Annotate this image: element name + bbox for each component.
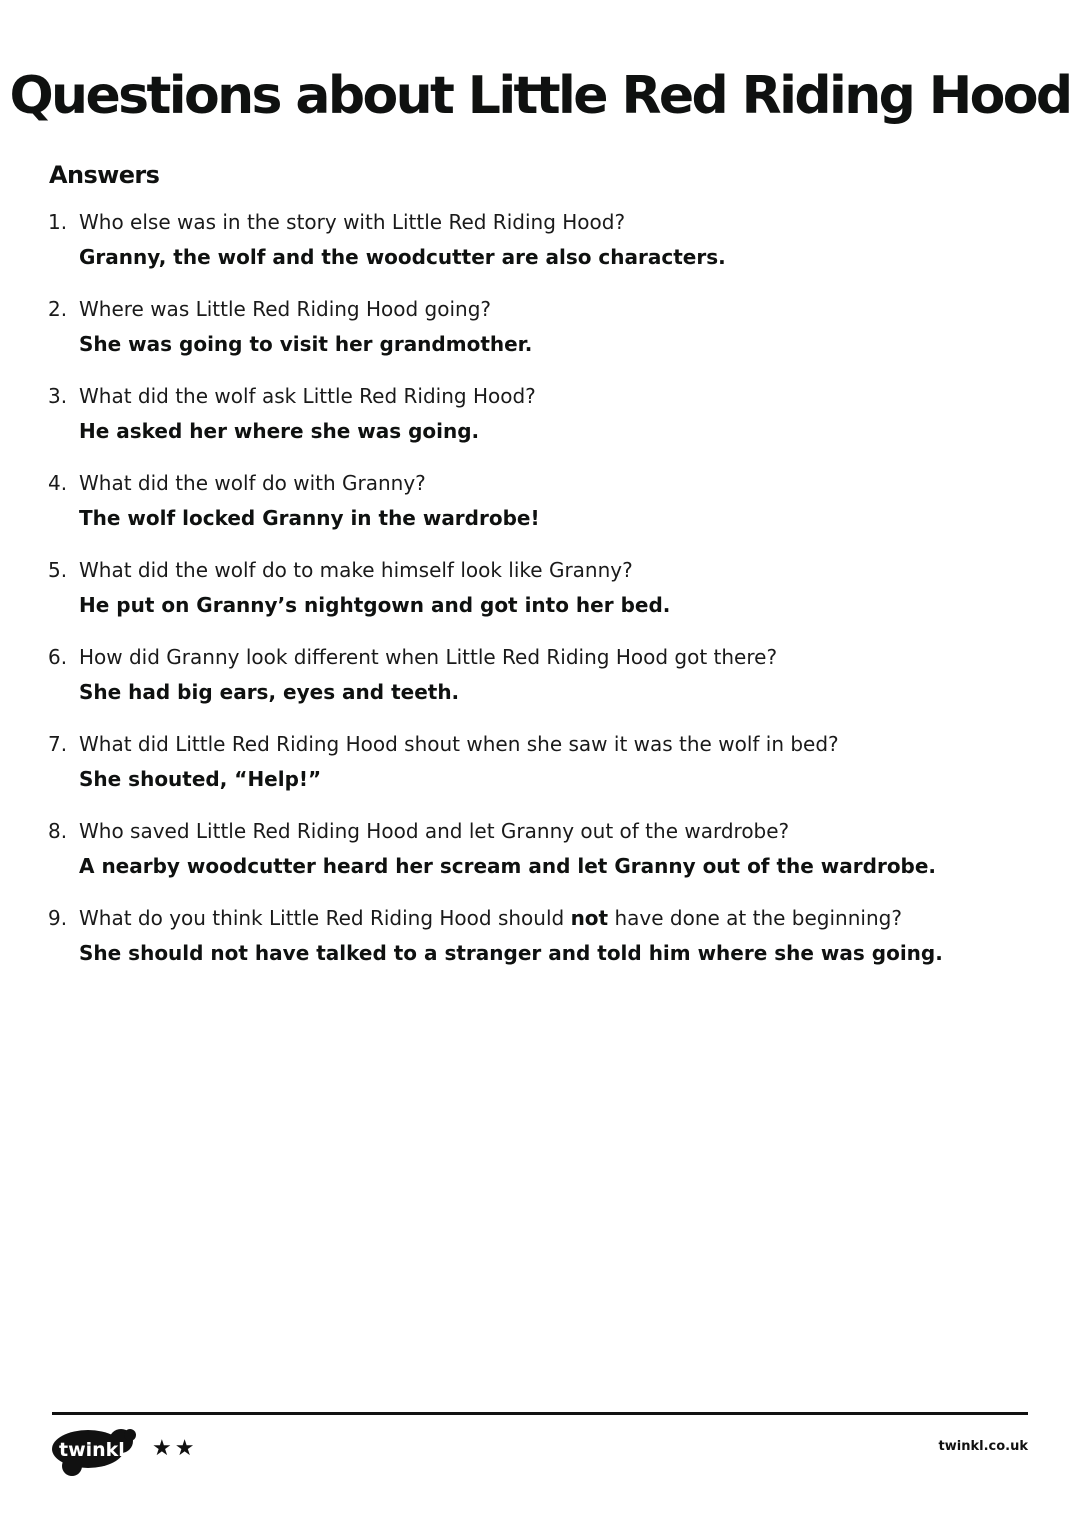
list-item [48, 727, 1048, 814]
question-text: What did the wolf do with Granny? [79, 471, 426, 495]
question-text: Where was Little Red Riding Hood going? [79, 297, 492, 321]
list-item [48, 205, 1048, 292]
question-number: 5. [48, 558, 68, 582]
list-item [48, 466, 1048, 553]
question-number: 4. [48, 471, 68, 495]
question-text: Who saved Little Red Riding Hood and let Granny out of the wardrobe? [79, 819, 790, 843]
list-item [48, 292, 1048, 379]
question-text: What did the wolf ask Little Red Riding Hood? [79, 384, 536, 408]
list-item [48, 553, 1048, 640]
page-title: Questions about Little Red Riding Hood [9, 66, 1071, 126]
answer-text: He asked her where she was going. [79, 419, 480, 443]
answer-text: He put on Granny’s nightgown and got into her bed. [79, 593, 671, 617]
question-emphasis: not [570, 906, 609, 930]
question-number: 7. [48, 732, 68, 756]
question-text-start: What do you think Little Red Riding Hood should [79, 906, 571, 930]
footer-divider [52, 1412, 1028, 1415]
answer-text: Granny, the wolf and the woodcutter are also characters. [79, 245, 726, 269]
answer-text: The wolf locked Granny in the wardrobe! [79, 506, 540, 530]
answer-text: She should not have talked to a stranger and told him where she was going. [79, 941, 943, 965]
question-answer-list [48, 205, 1048, 988]
question-number: 8. [48, 819, 68, 843]
answer-text: She was going to visit her grandmother. [79, 332, 533, 356]
list-item [48, 640, 1048, 727]
difficulty-stars: ★★ [152, 1436, 198, 1461]
twinkl-logo-icon [50, 1422, 140, 1478]
answer-text: A nearby woodcutter heard her scream and let Granny out of the wardrobe. [79, 854, 937, 878]
question-number: 1. [48, 210, 68, 234]
question-number: 3. [48, 384, 68, 408]
answers-heading: Answers [49, 161, 160, 189]
list-item [48, 814, 1048, 901]
twinkl-logo [50, 1422, 140, 1478]
answer-text: She had big ears, eyes and teeth. [79, 680, 460, 704]
question-text-end: have done at the beginning? [608, 906, 902, 930]
question-text: What did Little Red Riding Hood shout when she saw it was the wolf in bed? [79, 732, 839, 756]
footer-url: twinkl.co.uk [938, 1439, 1028, 1454]
list-item [48, 901, 1048, 988]
question-number: 2. [48, 297, 68, 321]
question-text: What did the wolf do to make himself look like Granny? [79, 558, 633, 582]
question-text [79, 901, 902, 935]
question-number: 6. [48, 645, 68, 669]
list-item [48, 379, 1048, 466]
answer-text: She shouted, “Help!” [79, 767, 322, 791]
question-text: Who else was in the story with Little Red Riding Hood? [79, 210, 626, 234]
question-text: How did Granny look different when Little Red Riding Hood got there? [79, 645, 778, 669]
twinkl-logo-wordmark: twinkl [59, 1439, 125, 1461]
question-number: 9. [48, 906, 68, 930]
